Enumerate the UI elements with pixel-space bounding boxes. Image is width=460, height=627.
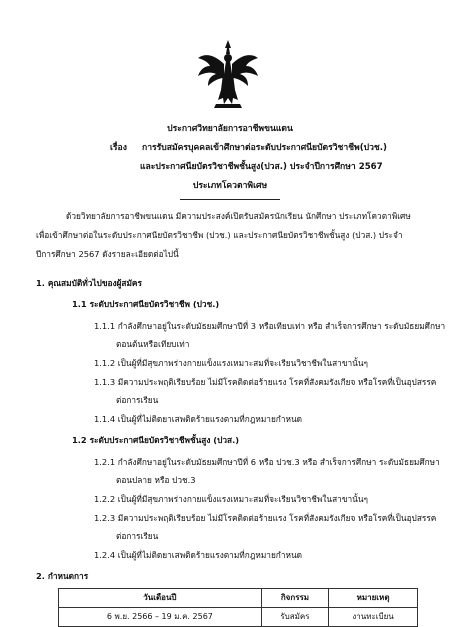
column-header-remark: หมายเหตุ [329,589,418,608]
table-row [59,608,418,627]
subject-text-line2: และประกาศนียบัตรวิชาชีพชั้นสูง(ปวส.) ประจำปีการศึกษา 2567 [140,162,383,172]
quota-type-title: ประเภทโควตาพิเศษ [192,181,268,191]
list-item: 1.1.4 เป็นผู้ที่ไม่ติดยาเสพติดร้ายแรงตามที่กฎหมายกำหนด [94,414,303,424]
column-header-date: วันเดือนปี [59,589,262,608]
list-item: ตอนปลาย หรือ ปวช.3 [116,475,196,485]
subject-text: การรับสมัครบุคคลเข้าศึกษาต่อระดับประกาศนียบัตรวิชาชีพ(ปวช.) [142,143,387,153]
title-divider [180,199,280,200]
announcement-title: ประกาศวิทยาลัยการอาชีพขนแดน [167,124,293,134]
intro-line-2: เพื่อเข้าศึกษาต่อในระดับประกาศนียบัตรวิชาชีพ (ปวช.) และประกาศนียบัตรวิชาชีพชั้นสูง (ปวส.) ประจำ [36,230,403,240]
list-item: 1.1.2 เป็นผู้ที่มีสุขภาพร่างกายแข็งแรงเหมาะสมที่จะเรียนวิชาชีพในสาขานั้นๆ [94,358,368,368]
intro-line-1: ด้วยวิทยาลัยการอาชีพขนแดน มีความประสงค์เปิดรับสมัครนักเรียน นักศึกษา ประเภทโควตาพิเศษ [66,211,411,221]
list-item: ต่อการเรียน [116,531,159,541]
list-item: 1.1.3 มีความประพฤติเรียบร้อย ไม่มีโรคติดต่อร้ายแรง โรคที่สังคมรังเกียจ หรือโรคที่เป็นอุปสรรค [94,377,437,387]
column-header-activity: กิจกรรม [261,589,328,608]
list-item: 1.2.4 เป็นผู้ที่ไม่ติดยาเสพติดร้ายแรงตามที่กฎหมายกำหนด [94,550,303,560]
list-item: 1.2.1 กำลังศึกษาอยู่ในระดับมัธยมศึกษาปีที่ 6 หรือ ปวช.3 หรือ สำเร็จการศึกษา ระดับมัธยมศึกษา [94,457,440,467]
table-header-row [59,589,418,608]
table-cell-activity: รับสมัคร [261,608,328,627]
section-1-1-heading: 1.1 ระดับประกาศนียบัตรวิชาชีพ (ปวช.) [72,299,220,309]
table-cell-date: 6 พ.ย. 2566 – 19 ม.ค. 2567 [59,608,262,627]
list-item: 1.2.2 เป็นผู้ที่มีสุขภาพร่างกายแข็งแรงเหมาะสมที่จะเรียนวิชาชีพในสาขานั้นๆ [94,494,368,504]
section-2-heading: 2. กำหนดการ [36,571,89,581]
intro-line-3: ปีการศึกษา 2567 ดังรายละเอียดต่อไปนี้ [36,249,179,259]
list-item: 1.2.3 มีความประพฤติเรียบร้อย ไม่มีโรคติดต่อร้ายแรง โรคที่สังคมรังเกียจ หรือโรคที่เป็นอุปสรรค [94,513,437,523]
table-cell-remark: งานทะเบียน [329,608,418,627]
list-item: ตอนต้นหรือเทียบเท่า [116,339,190,349]
list-item: ต่อการเรียน [116,395,159,405]
section-1-2-heading: 1.2 ระดับประกาศนียบัตรวิชาชีพชั้นสูง (ปวส.) [72,435,240,445]
garuda-emblem-icon [196,38,260,110]
list-item: 1.1.1 กำลังศึกษาอยู่ในระดับมัธยมศึกษาปีที่ 3 หรือเทียบเท่า หรือ สำเร็จการศึกษา ระดับมัธยมศึกษา [94,321,446,331]
subject-label: เรื่อง [110,143,127,153]
section-1-heading: 1. คุณสมบัติทั่วไปของผู้สมัคร [36,278,142,288]
schedule-table [58,588,418,627]
